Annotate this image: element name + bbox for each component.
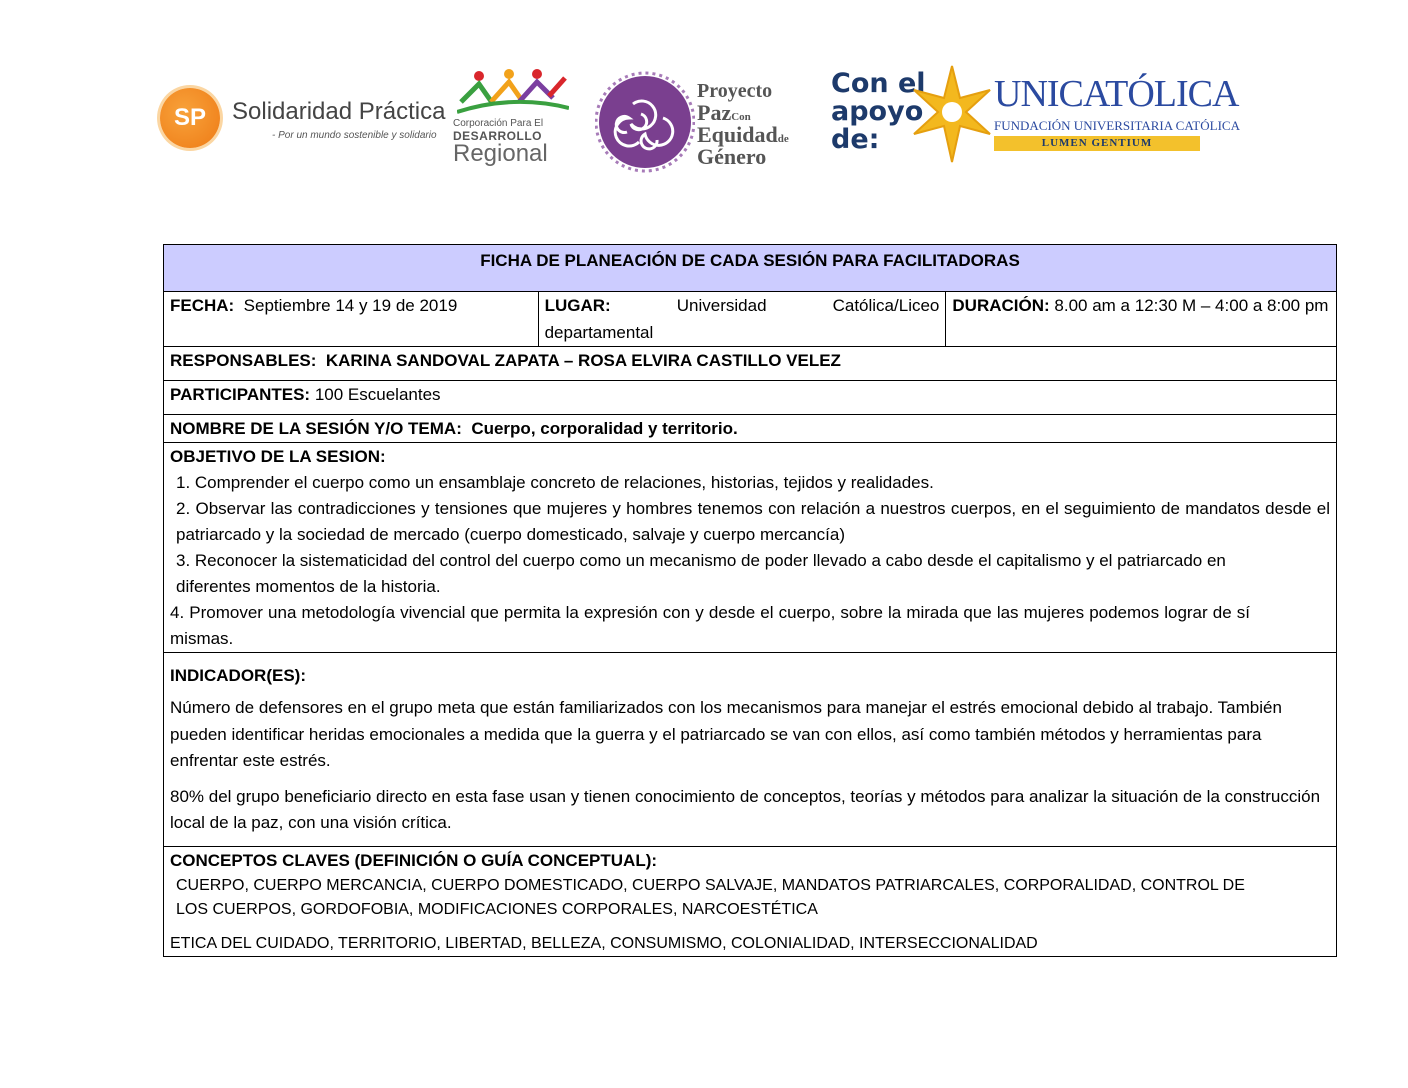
sheet-header-row [164, 245, 1337, 292]
unicatolica-subtitle: FUNDACIÓN UNIVERSITARIA CATÓLICA [994, 118, 1240, 133]
unicatolica-motto: LUMEN GENTIUM [994, 136, 1200, 151]
sheet-title: FICHA DE PLANEACIÓN DE CADA SESIÓN PARA FACILITADORAS [164, 245, 1337, 292]
unicatolica-logo [910, 62, 1240, 172]
duracion-cell: DURACIÓN: 8.00 am a 12:30 M – 4:00 a 8:00 pm [946, 292, 1337, 347]
objetivo-item-2: 2. Observar las contradicciones y tensiones que mujeres y hombres tenemos con relación a nuestros cuerpos, en el seguimiento de mandatos desde el patriarcado y la sociedad de mercado (cuerpo domesticado, salvaje y cuerpo mercancía) [176, 499, 1330, 544]
sp-initials: SP [173, 104, 206, 131]
fecha-lugar-duracion-row [164, 292, 1337, 347]
indicador-2: 80% del grupo beneficiario directo en esta fase usan y tienen conocimiento de conceptos, teorías y métodos para analizar la situación de la construcción local de la paz, con una visión crítica. [170, 786, 1321, 832]
objetivo-label: OBJETIVO DE LA SESION: [170, 447, 386, 466]
sp-name: Solidaridad Práctica [232, 98, 446, 125]
indicadores-row [164, 653, 1337, 847]
fecha-cell: FECHA: Septiembre 14 y 19 de 2019 [164, 292, 539, 347]
unicatolica-name: UNICATÓLICA [994, 73, 1239, 115]
responsables-row: RESPONSABLES: KARINA SANDOVAL ZAPATA – ROSA ELVIRA CASTILLO VELEZ [164, 347, 1337, 381]
fecha-value: Septiembre 14 y 19 de 2019 [243, 296, 458, 315]
nombre-sesion-value: Cuerpo, corporalidad y territorio. [471, 419, 738, 438]
objetivo-list [170, 470, 1330, 600]
sp-sun-icon [160, 88, 220, 148]
indicadores-body [170, 695, 1330, 837]
regional-line-1: Corporación Para El [453, 118, 544, 129]
duracion-value: 8.00 am a 12:30 M – 4:00 a 8:00 pm [1054, 296, 1329, 315]
paz-line-3: Equidadde [697, 122, 789, 147]
logo-strip [155, 60, 1240, 175]
indicador-1: Número de defensores en el grupo meta que están familiarizados con los mecanismos para manejar el estrés emocional debido al trabajo. También pueden identificar heridas emocionales a medida que la guerra y el patriarcado se van con ellos, así como también métodos y herramientas para enfrentar este estrés. [170, 698, 1282, 770]
solidaridad-practica-logo [160, 88, 446, 150]
desarrollo-regional-logo [453, 68, 575, 176]
objetivo-item-4: 4. Promover una metodología vivencial que permita la expresión con y desde el cuerpo, sobre la mirada que las mujeres podemos lograr de sí mismas. [170, 603, 1250, 648]
conceptos-extra: ETICA DEL CUIDADO, TERRITORIO, LIBERTAD, BELLEZA, CONSUMISMO, COLONIALIDAD, INTERSECCIONALIDAD [170, 934, 1038, 952]
lugar-cell: LUGAR: Universidad Católica/Liceo departamental [538, 292, 946, 347]
objetivo-item-3: 3. Reconocer la sistematicidad del control del cuerpo como un mecanismo de poder llevado a cabo desde el capitalismo y el patriarcado en diferentes momentos de la historia. [176, 551, 1226, 596]
indicadores-label: INDICADOR(ES): [170, 666, 306, 685]
sp-tagline: - Por un mundo sostenible y solidario [272, 130, 437, 141]
participantes-value: 100 Escuelantes [314, 385, 441, 404]
star-icon [910, 62, 994, 166]
regional-line-2: DESARROLLO [453, 129, 542, 143]
paz-equidad-logo [595, 70, 820, 174]
planning-sheet [163, 244, 1337, 957]
regional-line-3: Regional [453, 140, 548, 167]
people-figures-icon [457, 68, 569, 118]
paz-line-1: Proyecto [697, 80, 773, 102]
responsables-value: KARINA SANDOVAL ZAPATA – ROSA ELVIRA CASTILLO VELEZ [325, 351, 841, 370]
triskelion-icon [595, 70, 695, 174]
paz-line-4: Género [697, 144, 767, 169]
lugar-word-2: Católica/Liceo [832, 296, 940, 315]
objetivo-row [164, 443, 1337, 653]
paz-line-2: PazCon [697, 100, 751, 125]
conceptos-row [164, 846, 1337, 956]
participantes-row: PARTICIPANTES: 100 Escuelantes [164, 381, 1337, 415]
nombre-sesion-row: NOMBRE DE LA SESIÓN Y/O TEMA: Cuerpo, corporalidad y territorio. [164, 415, 1337, 443]
conceptos-list: CUERPO, CUERPO MERCANCIA, CUERPO DOMESTICADO, CUERPO SALVAJE, MANDATOS PATRIARCALES, CORPORALIDAD, CONTROL DE LOS CUERPOS, GORDOFOBIA, MODIFICACIONES CORPORALES, NARCOESTÉTICA [176, 876, 1245, 918]
conceptos-label: CONCEPTOS CLAVES (DEFINICIÓN O GUÍA CONCEPTUAL): [170, 850, 658, 870]
con-el-apoyo-de: Con el apoyo de: [831, 68, 926, 155]
lugar-line-2: departamental [544, 323, 654, 342]
lugar-word-1: Universidad [676, 296, 767, 315]
objetivo-item-1: 1. Comprender el cuerpo como un ensamblaje concreto de relaciones, historias, tejidos y realidades. [176, 473, 934, 492]
